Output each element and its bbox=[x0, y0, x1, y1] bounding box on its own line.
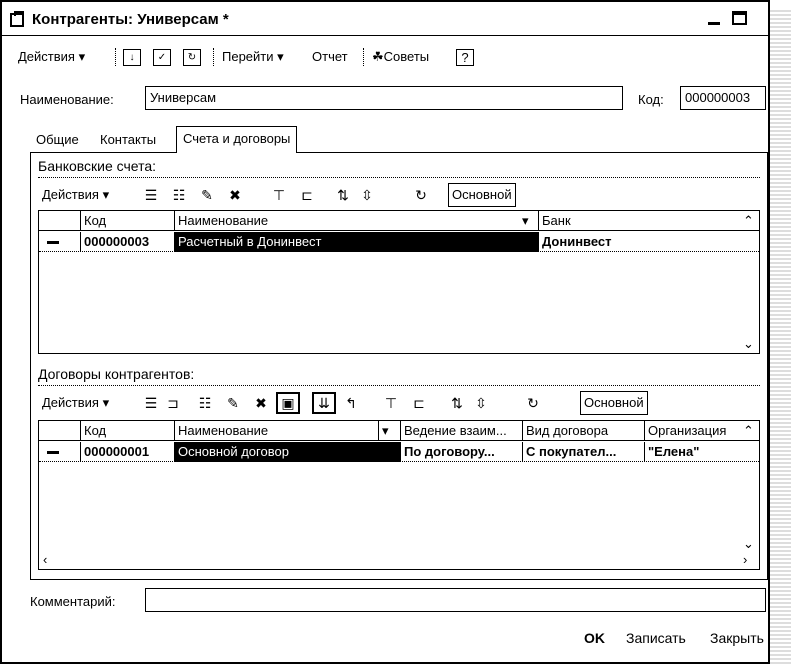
cell-organization[interactable]: "Елена" bbox=[648, 444, 700, 459]
goto-menu[interactable]: Перейти ▾ bbox=[222, 49, 284, 64]
scroll-left-icon[interactable]: ‹ bbox=[43, 552, 48, 567]
bank-accounts-table bbox=[38, 210, 760, 354]
sort-desc-icon: ▾ bbox=[379, 421, 401, 441]
cell-code[interactable]: 000000003 bbox=[81, 232, 175, 252]
table-header bbox=[39, 421, 759, 441]
sort-off-icon[interactable]: ⇳ bbox=[361, 187, 373, 203]
maximize-button[interactable] bbox=[732, 11, 747, 25]
column-header-code[interactable]: Код bbox=[81, 421, 175, 441]
briefcase-icon bbox=[10, 13, 24, 27]
add-group-icon[interactable]: ⊐ bbox=[167, 395, 179, 411]
set-main-contract-button[interactable]: Основной bbox=[580, 391, 648, 415]
row-marker-cell bbox=[39, 442, 81, 462]
table-header bbox=[39, 211, 759, 231]
section-divider bbox=[38, 385, 760, 386]
sort-icon[interactable]: ⇅ bbox=[337, 187, 349, 203]
hierarchy-toggle-icon[interactable]: ▣ bbox=[276, 392, 300, 414]
bank-actions-menu[interactable]: Действия ▾ bbox=[42, 187, 110, 202]
refresh-icon[interactable]: ↻ bbox=[415, 187, 427, 203]
row-marker-icon bbox=[47, 241, 59, 244]
delete-icon[interactable]: ✖ bbox=[255, 395, 267, 411]
add-icon[interactable]: ☰ bbox=[144, 187, 158, 203]
delete-icon[interactable]: ✖ bbox=[229, 187, 241, 203]
cell-code[interactable]: 000000001 bbox=[81, 442, 175, 462]
name-label: Наименование: bbox=[20, 92, 114, 107]
table-row[interactable] bbox=[39, 232, 759, 252]
section-divider bbox=[38, 177, 760, 178]
filter-icon[interactable]: ⊤ bbox=[384, 395, 398, 411]
close-button[interactable]: Закрыть bbox=[710, 630, 764, 646]
refresh-icon[interactable]: ↻ bbox=[183, 49, 201, 66]
scroll-down-icon[interactable]: ⌄ bbox=[743, 536, 754, 551]
filter-off-icon[interactable]: ⊏ bbox=[413, 395, 425, 411]
sort-icon[interactable]: ⇅ bbox=[451, 395, 463, 411]
filter-icon[interactable]: ⊤ bbox=[272, 187, 286, 203]
tips-icon: ☘ bbox=[372, 49, 384, 64]
comment-label: Комментарий: bbox=[30, 594, 116, 609]
refresh-icon[interactable]: ↻ bbox=[527, 395, 539, 411]
title-bar bbox=[2, 2, 768, 36]
tab-general[interactable]: Общие bbox=[36, 132, 79, 147]
edit-icon[interactable]: ✎ bbox=[201, 187, 213, 203]
save-button[interactable]: Записать bbox=[626, 630, 686, 646]
minimize-button[interactable] bbox=[706, 10, 722, 26]
row-marker-icon bbox=[47, 451, 59, 454]
cell-bank[interactable]: Донинвест bbox=[542, 234, 612, 249]
cell-name[interactable]: Расчетный в Донинвест bbox=[175, 232, 539, 252]
bank-accounts-title: Банковские счета: bbox=[38, 158, 157, 174]
cell-settlement[interactable]: По договору... bbox=[401, 442, 523, 462]
table-row[interactable] bbox=[39, 442, 759, 462]
move-to-group-icon[interactable]: ⇊ bbox=[312, 392, 336, 414]
scroll-up-icon[interactable]: ⌃ bbox=[743, 423, 754, 438]
toolbar-separator bbox=[115, 48, 116, 66]
contracts-toolbar bbox=[38, 390, 758, 416]
toolbar-separator bbox=[363, 48, 364, 66]
ok-button[interactable]: OK bbox=[584, 630, 605, 646]
cell-name[interactable]: Основной договор bbox=[175, 442, 401, 462]
sort-desc-icon: ▾ bbox=[522, 213, 529, 228]
main-toolbar bbox=[10, 44, 760, 70]
sort-off-icon[interactable]: ⇳ bbox=[475, 395, 487, 411]
column-header-bank[interactable]: Банк bbox=[542, 213, 571, 228]
copy-icon[interactable]: ☷ bbox=[172, 187, 186, 203]
post-document-icon[interactable]: ↓ bbox=[123, 49, 141, 66]
column-header-name[interactable]: Наименование bbox=[175, 421, 379, 441]
contracts-title: Договоры контрагентов: bbox=[38, 366, 195, 382]
actions-menu[interactable]: Действия ▾ bbox=[18, 49, 86, 64]
marker-column-header bbox=[39, 211, 81, 231]
column-header-code[interactable]: Код bbox=[81, 211, 175, 231]
tab-accounts-contracts[interactable]: Счета и договоры bbox=[176, 126, 297, 153]
row-marker-cell bbox=[39, 232, 81, 252]
scroll-right-icon[interactable]: › bbox=[743, 552, 748, 567]
add-icon[interactable]: ☰ bbox=[144, 395, 158, 411]
code-input[interactable]: 000000003 bbox=[680, 86, 766, 110]
marker-column-header bbox=[39, 421, 81, 441]
filter-off-icon[interactable]: ⊏ bbox=[301, 187, 313, 203]
window-title: Контрагенты: Универсам * bbox=[32, 11, 229, 28]
set-main-button[interactable]: Основной bbox=[448, 183, 516, 207]
comment-input[interactable] bbox=[145, 588, 766, 612]
report-button[interactable]: Отчет bbox=[312, 49, 348, 64]
scroll-down-icon[interactable]: ⌄ bbox=[743, 336, 754, 351]
tips-label: Советы bbox=[383, 49, 430, 64]
edit-icon[interactable]: ✎ bbox=[227, 395, 239, 411]
cell-contract-type[interactable]: С покупател... bbox=[523, 442, 645, 462]
column-header-contract-type[interactable]: Вид договора bbox=[523, 421, 645, 441]
name-input[interactable]: Универсам bbox=[145, 86, 623, 110]
copy-icon[interactable]: ☷ bbox=[198, 395, 212, 411]
window-shadow bbox=[770, 8, 791, 664]
column-header-settlement[interactable]: Ведение взаим... bbox=[401, 421, 523, 441]
help-icon[interactable]: ? bbox=[456, 49, 474, 66]
contracts-actions-menu[interactable]: Действия ▾ bbox=[42, 395, 110, 410]
toolbar-separator bbox=[213, 48, 214, 66]
footer-buttons bbox=[2, 630, 768, 650]
tab-contacts[interactable]: Контакты bbox=[100, 132, 157, 147]
column-header-organization[interactable]: Организация bbox=[648, 423, 727, 438]
up-level-icon[interactable]: ↰ bbox=[345, 395, 357, 411]
write-icon[interactable]: ✓ bbox=[153, 49, 171, 66]
tips-button[interactable] bbox=[372, 44, 429, 70]
bank-accounts-toolbar bbox=[38, 182, 758, 208]
code-label: Код: bbox=[638, 92, 664, 107]
column-header-name[interactable]: Наименование bbox=[175, 211, 539, 231]
contracts-table bbox=[38, 420, 760, 570]
scroll-up-icon[interactable]: ⌃ bbox=[743, 213, 754, 228]
